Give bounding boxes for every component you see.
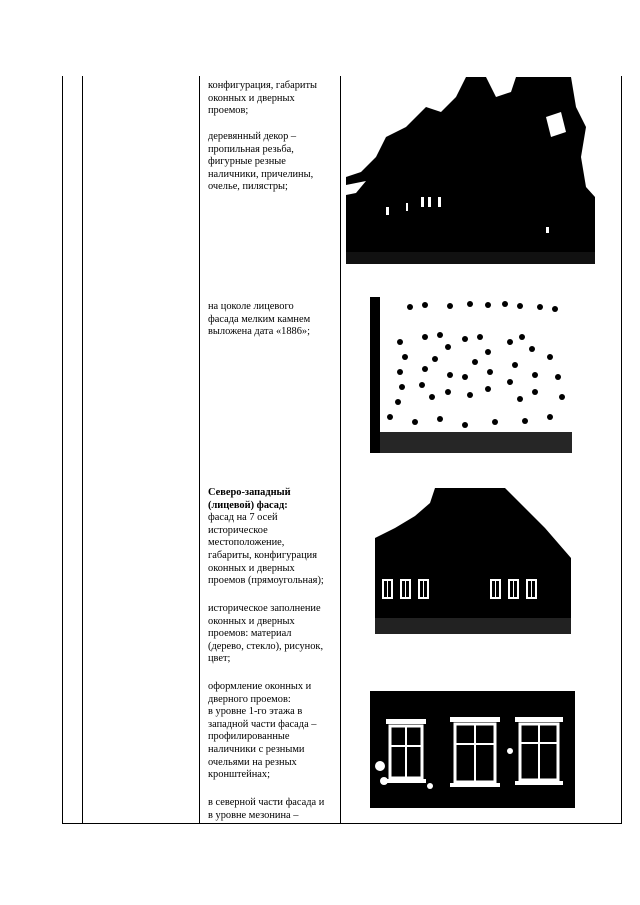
text-line: фигурные резные xyxy=(208,156,286,168)
house-roof-photo xyxy=(346,77,595,264)
text-northwest-facade xyxy=(208,487,336,588)
text-line: оконных и дверных xyxy=(208,615,295,627)
text-north-part xyxy=(208,797,336,822)
text-line: оформление оконных и xyxy=(208,681,312,692)
text-line: на цоколе лицевого xyxy=(208,301,294,312)
text-line: пропильная резьба, xyxy=(208,143,294,155)
text-date-1886 xyxy=(208,301,336,339)
text-window-design xyxy=(208,681,336,782)
text-line: проемов: материал xyxy=(208,628,292,640)
text-line: историческое xyxy=(208,524,268,536)
table-column-divider-3 xyxy=(340,76,341,824)
text-line: профилированные xyxy=(208,731,290,743)
text-window-filling xyxy=(208,603,336,666)
facade-photo xyxy=(375,488,571,634)
text-line: проемов; xyxy=(208,105,249,117)
text-line: фасада мелким камнем xyxy=(208,313,311,325)
table-border-left xyxy=(62,76,63,824)
text-line: в уровне мезонина – xyxy=(208,809,299,821)
table-border-bottom xyxy=(62,823,622,824)
text-line: наличники, причелины, xyxy=(208,168,314,180)
text-line: выложена дата «1886»; xyxy=(208,326,310,338)
text-line: (дерево, стекло), рисунок, xyxy=(208,640,324,652)
table-column-divider-2 xyxy=(199,76,200,824)
text-line: очелье, пилястры; xyxy=(208,181,288,193)
text-line: конфигурация, габариты xyxy=(208,80,317,91)
text-line: дверного проемов: xyxy=(208,693,291,705)
text-line: кронштейнах; xyxy=(208,769,270,781)
text-line: габариты, конфигурация xyxy=(208,549,317,561)
text-wooden-decor xyxy=(208,131,336,194)
text-line: в северной части фасада и xyxy=(208,797,325,808)
table-border-right xyxy=(621,76,622,824)
text-line: местоположение, xyxy=(208,537,285,549)
text-line: деревянный декор – xyxy=(208,131,297,142)
text-line: в уровне 1-го этажа в xyxy=(208,706,303,718)
text-line: проемов (прямоугольная); xyxy=(208,575,324,587)
date-stones-photo xyxy=(370,297,572,453)
text-line: оконных и дверных xyxy=(208,562,295,574)
section-heading: Северо-западный xyxy=(208,487,291,498)
text-line: историческое заполнение xyxy=(208,603,321,614)
text-line: западной части фасада – xyxy=(208,718,317,730)
text-line: цвет; xyxy=(208,653,231,665)
text-line: фасад на 7 осей xyxy=(208,512,278,524)
table-column-divider-1 xyxy=(82,76,83,824)
text-dimensions xyxy=(208,80,336,118)
text-line: очельями на резных xyxy=(208,756,297,768)
windows-photo xyxy=(370,691,575,808)
text-line: наличники с резными xyxy=(208,743,305,755)
text-line: оконных и дверных xyxy=(208,92,295,104)
section-heading: (лицевой) фасад: xyxy=(208,499,288,511)
